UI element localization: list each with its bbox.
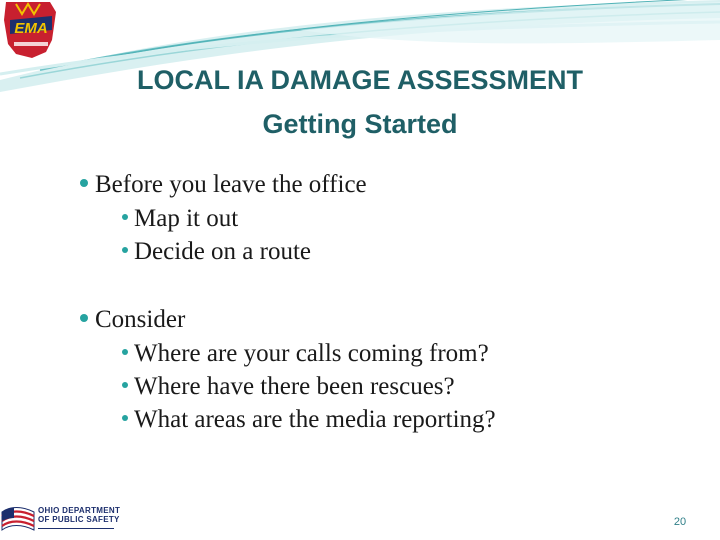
sub-bullet-text: Decide on a route: [134, 238, 312, 265]
odps-line1: OHIO DEPARTMENT: [38, 506, 121, 515]
slide-title-line2: Getting Started: [262, 109, 458, 139]
sub-bullet-text: What areas are the media reporting?: [134, 406, 496, 433]
odps-line2: OF PUBLIC SAFETY: [38, 515, 120, 524]
sub-bullet-item: [122, 403, 496, 436]
odps-logo-text: [38, 506, 120, 524]
ema-logo-text: EMA: [14, 20, 48, 37]
slide-number: 20: [673, 516, 687, 528]
bullet-item: [80, 168, 367, 201]
bullet-dot-icon: [80, 179, 88, 187]
sub-bullet-text: Where have there been rescues?: [134, 373, 455, 400]
ohio-ema-logo: [2, 0, 60, 62]
sub-bullet-item: [122, 235, 311, 268]
sub-bullet-item: [122, 202, 238, 235]
sub-bullet-text: Map it out: [134, 205, 239, 232]
sub-bullet-text: Where are your calls coming from?: [134, 340, 489, 367]
bullet-dot-icon: [122, 214, 128, 220]
slide-title-line1: LOCAL IA DAMAGE ASSESSMENT: [136, 65, 584, 95]
sub-bullet-item: [122, 337, 489, 370]
bullet-dot-icon: [122, 415, 128, 421]
bullet-text: Consider: [95, 306, 186, 333]
bullet-text: Before you leave the office: [95, 171, 367, 198]
bullet-dot-icon: [122, 349, 128, 355]
bullet-item: [80, 303, 185, 336]
slide-title: [0, 58, 720, 146]
bullet-dot-icon: [122, 247, 128, 253]
bullet-dot-icon: [122, 382, 128, 388]
sub-bullet-item: [122, 370, 455, 403]
bullet-dot-icon: [80, 314, 88, 322]
